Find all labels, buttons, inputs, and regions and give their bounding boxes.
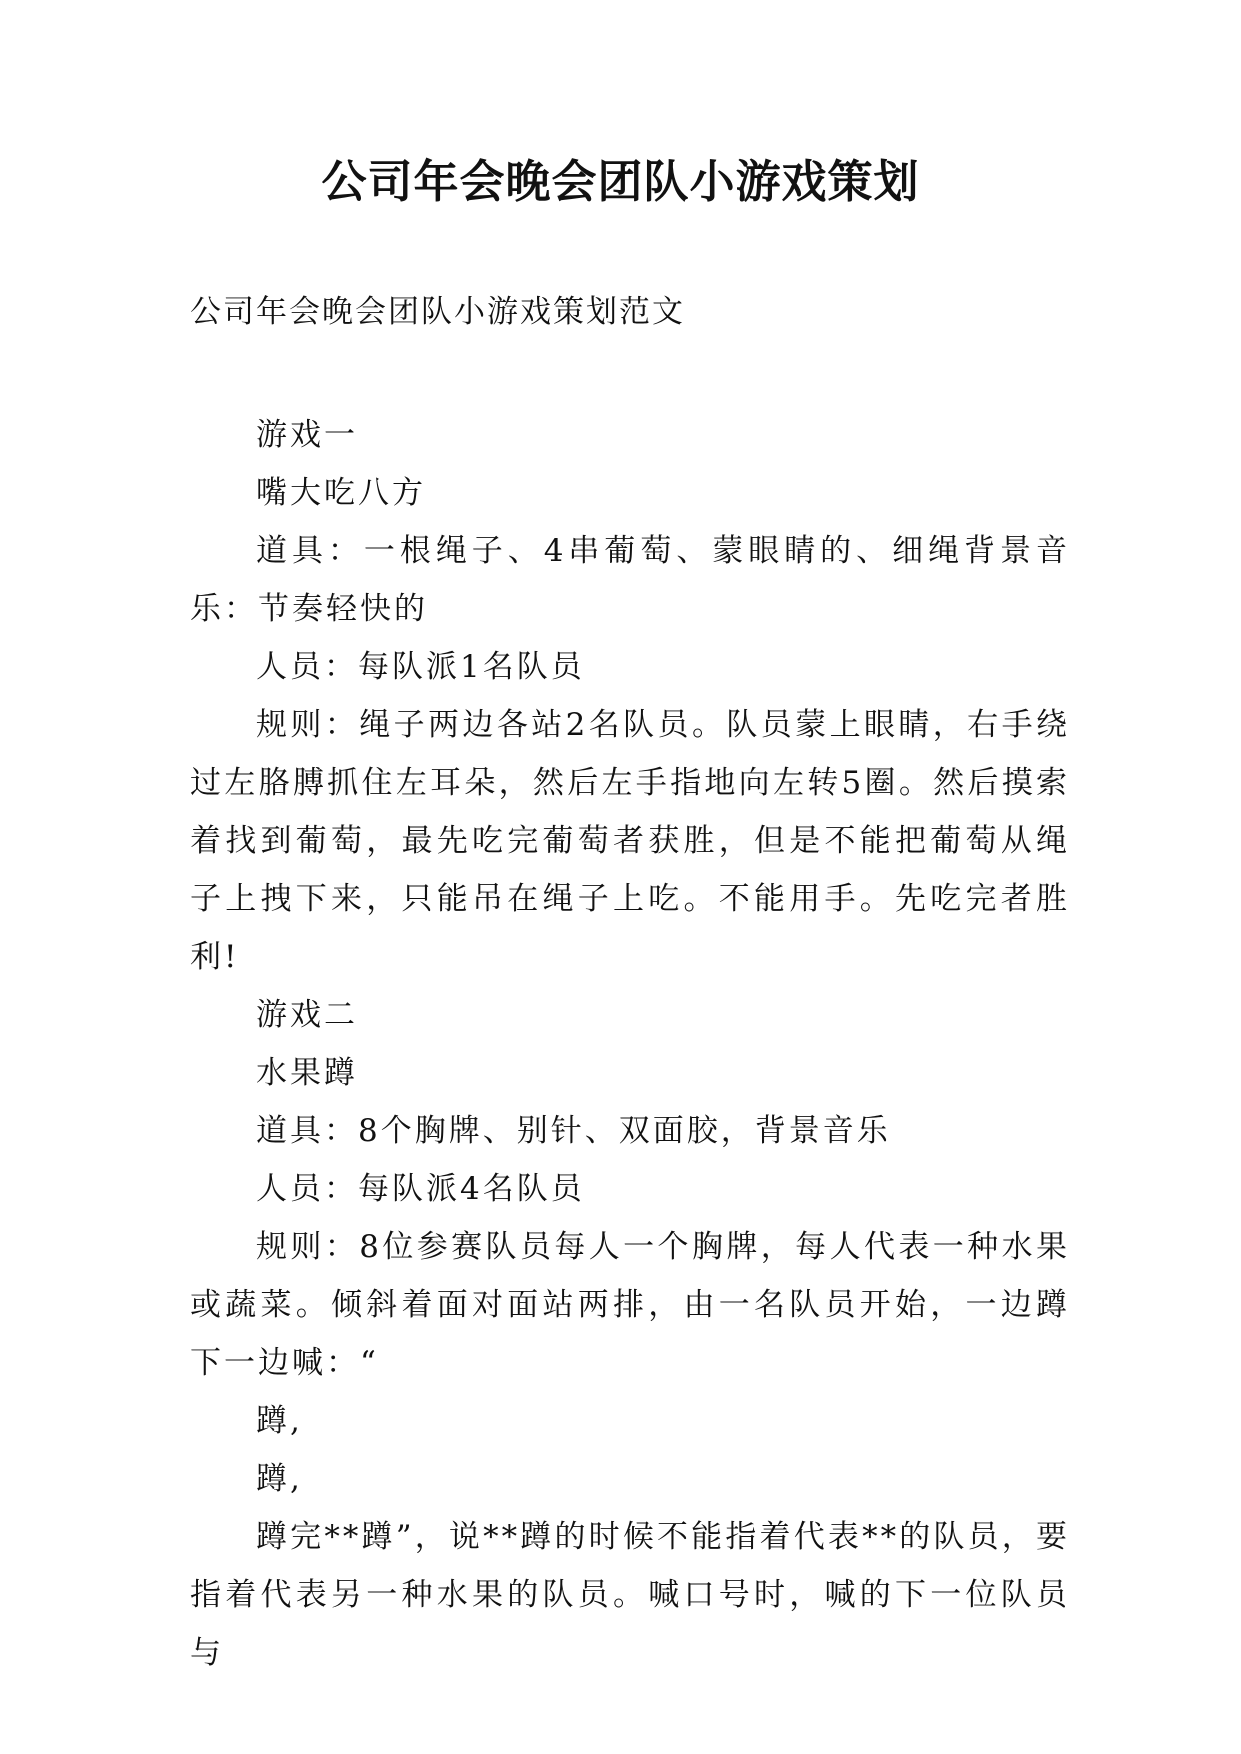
paragraph-chant-rules: 蹲完**蹲”，说**蹲的时候不能指着代表**的队员，要指着代表另一种水果的队员。喊口号时，喊的下一位队员与 [190, 1519, 1070, 1671]
paragraph-game-two-heading: 游戏二 [256, 997, 358, 1033]
paragraph-game-two-name: 水果蹲 [256, 1055, 358, 1091]
paragraph-game-two-people: 人员：每队派4名队员 [256, 1171, 585, 1207]
paragraph-game-one-props: 道具：一根绳子、4串葡萄、蒙眼睛的、细绳背景音乐：节奏轻快的 [190, 533, 1070, 627]
paragraph-game-one-name: 嘴大吃八方 [256, 475, 426, 511]
document-title: 公司年会晚会团队小游戏策划 [321, 155, 920, 208]
paragraph-game-two-rules: 规则：8位参赛队员每人一个胸牌，每人代表一种水果或蔬菜。倾斜着面对面站两排，由一名队员开始，一边蹲下一边喊：“ [190, 1229, 1070, 1381]
paragraph-chant-line-one: 蹲, [256, 1403, 303, 1439]
document-body [190, 406, 1070, 1682]
paragraph-game-one-heading: 游戏一 [256, 417, 358, 453]
paragraph-game-one-rules: 规则：绳子两边各站2名队员。队员蒙上眼睛，右手绕过左胳膊抓住左耳朵，然后左手指地向左转5圈。然后摸索着找到葡萄，最先吃完葡萄者获胜，但是不能把葡萄从绳子上拽下来，只能吊在绳子上吃。不能用手。先吃完者胜利! [190, 707, 1070, 975]
document-subtitle: 公司年会晚会团队小游戏策划范文 [190, 294, 685, 330]
paragraph-chant-line-two: 蹲, [256, 1461, 303, 1497]
paragraph-game-one-people: 人员：每队派1名队员 [256, 649, 585, 685]
paragraph-game-two-props: 道具：8个胸牌、别针、双面胶，背景音乐 [256, 1113, 891, 1149]
